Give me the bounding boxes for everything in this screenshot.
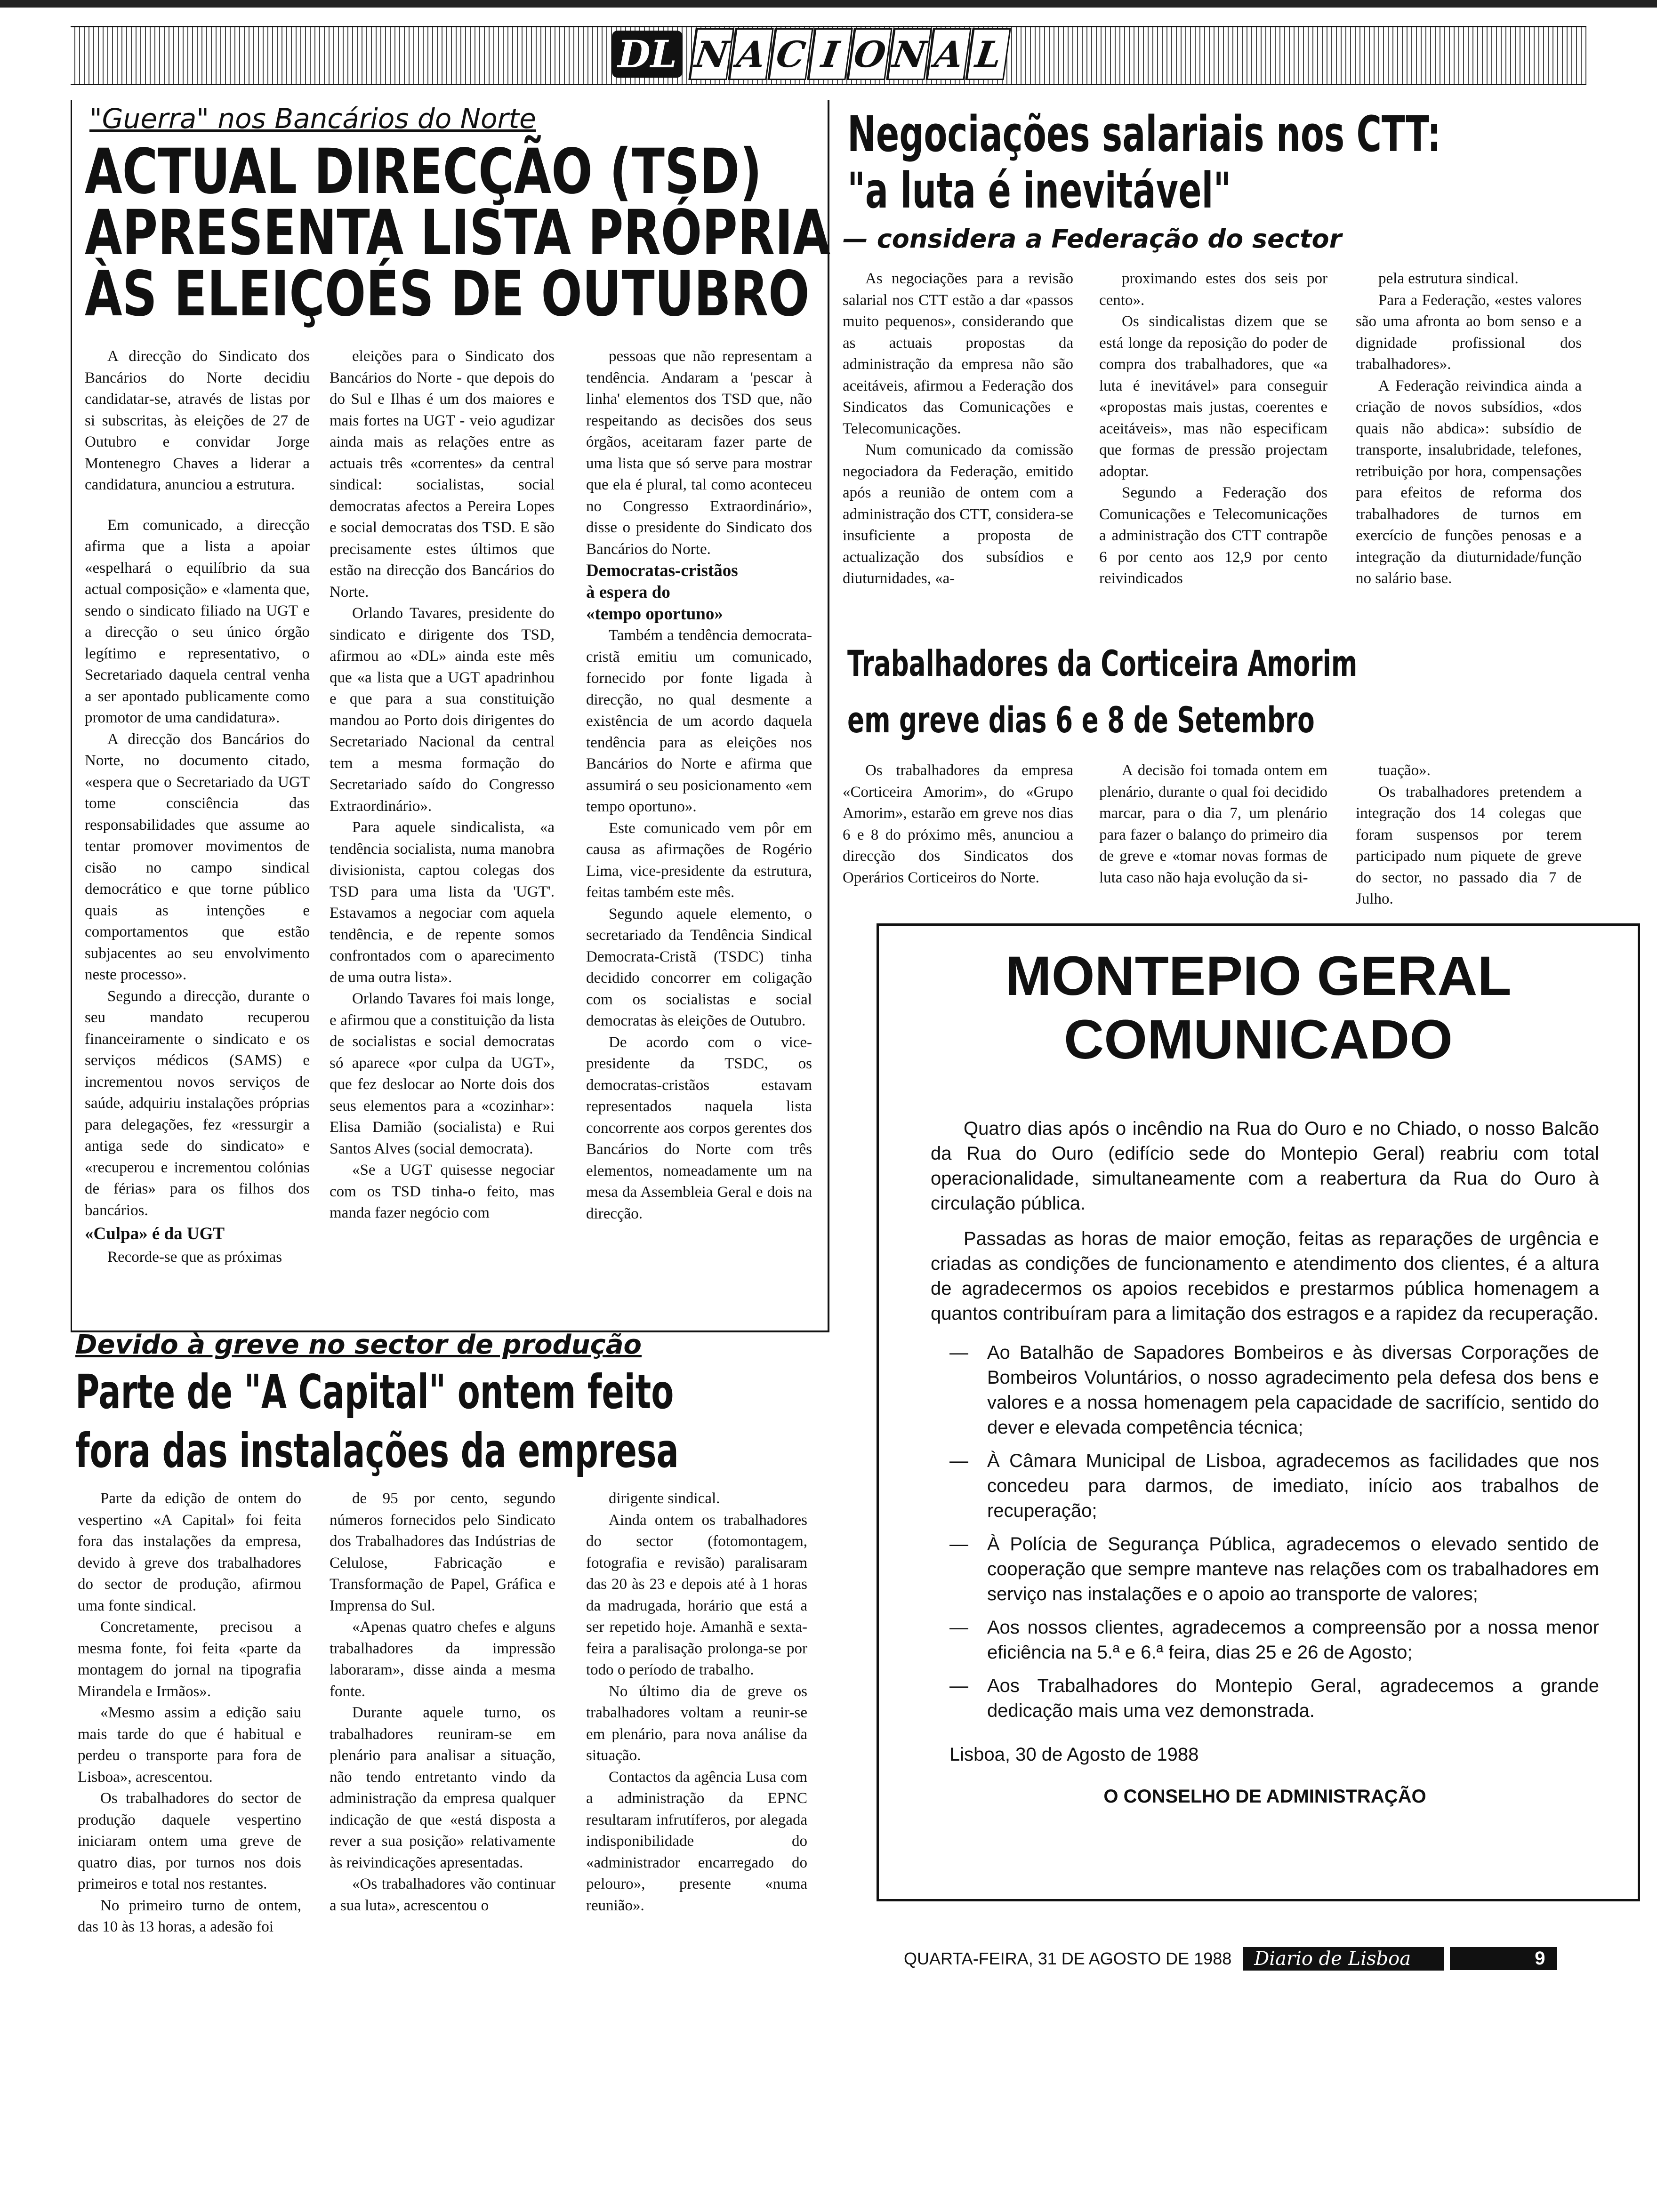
- paragraph: Segundo a direcção, durante o seu mandato recuperou financeiramente o sindicato e os serviços médicos (SAMS) e incrementou novos serviços de saúde, adquiriu instalações próprias para delegações, fez «ressurgir a antiga sede do sindicato» e «recuperou e incrementou colónias de férias» para os filhos dos bancários.: [85, 987, 310, 1219]
- dl-logo: DL: [612, 31, 683, 78]
- paragraph: pela estrutura sindical.: [1378, 270, 1519, 287]
- headline-line: ÀS ELEIÇOÉS DE OUTUBRO: [85, 258, 810, 330]
- paragraph: proximando estes dos seis por cento».: [1099, 270, 1327, 309]
- article-bancarios-col2: [330, 346, 555, 1224]
- dash-bullet: —: [949, 1451, 968, 1471]
- paragraph: Orlando Tavares, presidente do sindicato e dirigente dos TSD, afirmou ao «DL» ainda este mês que «a lista que a UGT apadrinhou e que para a sua constituição mandou ao Porto dois dirigentes do Secretariado Nacional da central tem a mesma formação do Secretariado saído do Congresso Extraordinário».: [330, 605, 555, 815]
- paragraph: Quatro dias após o incêndio na Rua do Ouro e no Chiado, o nosso Balcão da Rua do Ouro (edifício sede do Montepio Geral) reabriu com total operacionalidade, simultaneamente com a reabertura da Rua do Ouro à circulação pública.: [931, 1118, 1599, 1214]
- paragraph: Segundo a Federação dos Comunicações e Telecomunicações a administração dos CTT contrapõe 6 por cento aos 12,9 por cento reivindicados: [1099, 484, 1327, 587]
- section-letter: A: [728, 28, 773, 80]
- article-ctt-headline: [847, 106, 1657, 219]
- paragraph: Os trabalhadores do sector de produção daquele vespertino iniciaram ontem uma greve de quatro dias, por turnos nos dois primeiros e total nos restantes.: [78, 1790, 301, 1892]
- paragraph: Os trabalhadores pretendem a integração dos 14 colegas que foram suspensos por terem participado num piquete de greve do sector, no passado dia 7 de Julho.: [1356, 783, 1582, 907]
- montepio-announcement: [877, 923, 1640, 1901]
- paragraph: A Federação reivindica ainda a criação de novos subsídios, «dos quais não abdica»: subsídio de transporte, insalubridade, telefones, retribuição por hora, compensações para efeitos de reforma dos trabalhadores de turnos em exercício de funções penosas e a integração da diuturnidade/função no salário base.: [1356, 377, 1582, 587]
- list-item-text: À Câmara Municipal de Lisboa, agradecemos as facilidades que nos concedeu para darmos, de imediato, início aos trabalhos de recuperação;: [987, 1451, 1599, 1521]
- article-corticeira-col3: [1356, 760, 1582, 910]
- paragraph: «Os trabalhadores vão continuar a sua luta», acrescentou o: [330, 1875, 555, 1914]
- announcement-title-line: MONTEPIO GERAL: [1005, 945, 1512, 1007]
- paragraph: Orlando Tavares foi mais longe, e afirmou que a constituição da lista de socialistas e social democratas só aparece «por culpa da UGT», que fez deslocar ao Norte dois dos seus elementos para a «cozinhar»: Elisa Damião (socialista) e Rui Santos Alves (social democrata).: [330, 990, 555, 1157]
- headline-line: Trabalhadores da Corticeira Amorim: [847, 642, 1358, 684]
- article-capital-col1: [78, 1488, 301, 1938]
- headline-line: fora das instalações da empresa: [75, 1423, 679, 1478]
- article-capital-kicker: Devido à greve no sector de produção: [75, 1330, 642, 1360]
- top-rule: [0, 0, 1657, 8]
- paragraph: Passadas as horas de maior emoção, feitas as reparações de urgência e criadas as condições de funcionamento e atendimento dos clientes, é a altura de agradecermos os apoios recebidos e prestarmos pública homenagem a quantos contribuíram para a limitação dos estragos e a rapidez da recuperação.: [931, 1228, 1599, 1324]
- announcement-body: [931, 1116, 1599, 1809]
- article-ctt-deck: — considera a Federação do sector: [843, 224, 1342, 254]
- paragraph: A decisão foi tomada ontem em plenário, durante o qual foi decidido marcar, para o dia 7, um plenário para fazer o balanço do primeiro dia de greve e «tomar novas formas de luta caso não haja evolução da si-: [1099, 762, 1327, 886]
- list-item-text: À Polícia de Segurança Pública, agradecemos o elevado sentido de cooperação que sempre manteve nas relações com os trabalhadores em serviço nas instalações e o apoio ao transporte de valores;: [987, 1534, 1599, 1604]
- paragraph: Para aquele sindicalista, «a tendência socialista, numa manobra divisionista, captou colegas dos TSD para uma lista da 'UGT'. Estavamos a negociar com aquela tendência, e de repente somos confrontados com o aparecimento de uma outra lista».: [330, 819, 555, 986]
- list-item: [949, 1340, 1599, 1440]
- headline-line: Negociações salariais nos CTT:: [847, 105, 1441, 163]
- thanks-list: [931, 1340, 1599, 1723]
- section-letter: L: [965, 28, 1011, 80]
- paragraph: Os trabalhadores da empresa «Corticeira Amorim», do «Grupo Amorim», estarão em greve nos dias 6 e 8 do próximo mês, anunciou a direcção dos Sindicatos dos Operários Corticeiros do Norte.: [843, 762, 1073, 886]
- section-letter: I: [807, 28, 853, 80]
- section-letter: A: [925, 28, 971, 80]
- paragraph: Parte da edição de ontem do vespertino «A Capital» foi feita fora das instalações da empresa, devido à greve dos trabalhadores do sector de produção, afirmou uma fonte sindical.: [78, 1490, 301, 1614]
- paragraph: «Apenas quatro chefes e alguns trabalhadores da impressão laboraram», disse ainda a mesma fonte.: [330, 1619, 555, 1700]
- announcement-date: Lisboa, 30 de Agosto de 1988: [949, 1744, 1199, 1765]
- paragraph: pessoas que não representam a tendência. Andaram a 'pescar à linha' elementos dos TSD que, não respeitando as decisões dos seus órgãos, aceitaram fazer parte de uma lista que só serve para mostrar que ela é plural, tal como aconteceu no Congresso Extraordinário», disse o presidente do Sindicato dos Bancários do Norte.: [586, 348, 812, 558]
- section-letter: N: [886, 28, 932, 80]
- paragraph: Também a tendência democrata-cristã emitiu um comunicado, fornecido por fonte ligada à direcção, no qual desmente a existência de um acordo daquela tendência para as eleições nos Bancários do Norte e afirma que assumirá o seu posicionamento «em tempo oportuno».: [586, 627, 812, 815]
- paragraph: Os sindicalistas dizem que se está longe da reposição do poder de compra dos trabalhadores, que «a luta é inevitável» para conseguir «propostas mais justas, coerentes e aceitáveis», mas não especificam que formas de pressão projectam adoptar.: [1099, 313, 1327, 480]
- announcement-title-line: COMUNICADO: [1064, 1009, 1453, 1071]
- article-capital-headline: [75, 1362, 937, 1480]
- paragraph: dirigente sindical.: [609, 1490, 720, 1507]
- subheading: à espera do: [586, 583, 670, 602]
- paragraph: Concretamente, precisou a mesma fonte, foi feita «parte da montagem do jornal na tipografia Mirandela e Irmãos».: [78, 1619, 301, 1700]
- paragraph: Recorde-se que as próximas: [107, 1249, 282, 1266]
- paragraph: Em comunicado, a direcção afirma que a lista a apoiar «espelhará o equilíbrio da sua actual composição» e «lamenta que, sendo o sindicato filiado na UGT e a direcção o seu único órgão legítimo e representativo, o Secretariado daquela central venha a ser apontado publicamente como promotor de uma candidatura».: [85, 516, 310, 726]
- paragraph: No primeiro turno de ontem, das 10 às 13 horas, a adesão foi: [78, 1897, 301, 1935]
- paragraph: As negociações para a revisão salarial nos CTT estão a dar «passos muito pequenos», considerando que as actuais propostas da administração da empresa não são aceitáveis, afirmou a Federação dos Sindicatos das Comunicações e Telecomunicações.: [843, 270, 1073, 437]
- headline-line: em greve dias 6 e 8 de Setembro: [847, 699, 1315, 741]
- paragraph: «Se a UGT quisesse negociar com os TSD tinha-o feito, mas manda fazer negócio com: [330, 1162, 555, 1221]
- section-letter: O: [846, 28, 892, 80]
- headline-line: Parte de "A Capital" ontem feito: [75, 1364, 674, 1419]
- section-letter: N: [688, 28, 734, 80]
- paragraph: Durante aquele turno, os trabalhadores reuniram-se em plenário para analisar a situação, não tendo entretanto vindo da administração da empresa qualquer indicação de que «está disposta a rever a sua posição» relativamente às reivindicações apresentadas.: [330, 1704, 555, 1871]
- footer-date: QUARTA-FEIRA, 31 DE AGOSTO DE 1988: [904, 1948, 1232, 1968]
- page-number: 9: [1450, 1947, 1557, 1970]
- paragraph: «Mesmo assim a edição saiu mais tarde do que é habitual e perdeu o transporte para fora de Lisboa», acrescentou.: [78, 1704, 301, 1786]
- footer-masthead: Diario de Lisboa: [1243, 1947, 1444, 1971]
- list-item-text: Aos Trabalhadores do Montepio Geral, agradecemos a grande dedicação mais uma vez demonstrada.: [987, 1675, 1599, 1721]
- paragraph: Segundo aquele elemento, o secretariado da Tendência Sindical Democrata-Cristã (TSDC) tinha decidido concorrer em coligação com os socialistas e social democratas às eleições de Outubro.: [586, 905, 812, 1029]
- article-corticeira-col1: [843, 760, 1073, 889]
- paragraph: No último dia de greve os trabalhadores voltam a reunir-se em plenário, para nova análise da situação.: [586, 1683, 807, 1764]
- paragraph: tuação».: [1378, 762, 1431, 779]
- footer: [904, 1946, 1557, 1972]
- paragraph: A direcção do Sindicato dos Bancários do Norte decidiu candidatar-se, através de listas por si subscritas, às eleições de 27 de Outubro e convidar Jorge Montenegro Chaves a liderar a candidatura, anunciou a estrutura.: [85, 348, 310, 493]
- article-ctt-col1: [843, 268, 1073, 590]
- article-corticeira-headline: [847, 635, 1576, 748]
- paragraph: A direcção dos Bancários do Norte, no documento citado, «espera que o Secretariado da UGT tome consciência das responsabilidades que assume ao tentar promover movimentos de cisão no campo sindical democrático e que torne público quais as intenções e comportamentos que estão subjacentes ao seu envolvimento neste processo».: [85, 730, 310, 983]
- section-letter: C: [767, 28, 813, 80]
- paragraph: De acordo com o vice-presidente da TSDC, os democratas-cristãos estavam representados naquela lista concorrente aos corpos gerentes dos Bancários do Norte com três elementos, nomeadamente um na mesa da Assembleia Geral e dois na direcção.: [586, 1034, 812, 1222]
- article-capital-col3: [586, 1488, 807, 1916]
- paragraph: de 95 por cento, segundo números fornecidos pelo Sindicato dos Trabalhadores das Indústrias de Celulose, Fabricação e Transformação de Papel, Gráfica e Imprensa do Sul.: [330, 1490, 555, 1614]
- announcement-title: [879, 945, 1638, 1072]
- list-item: [949, 1615, 1599, 1665]
- dash-bullet: —: [949, 1342, 968, 1363]
- paragraph: Para a Federação, «estes valores são uma afronta ao bom senso e a dignidade profissional dos trabalhadores».: [1356, 291, 1582, 373]
- subheading: «Culpa» é da UGT: [85, 1224, 225, 1243]
- article-bancarios-col3: [586, 346, 812, 1225]
- paragraph: eleições para o Sindicato dos Bancários do Norte - que depois do do Sul e Ilhas é um dos maiores e mais fortes na UGT - veio agudizar ainda mais as relações entre as actuais três «correntes» da central sindical: socialistas, social democratas afectos a Pereira Lopes e social democratas dos TSD. E são precisamente estes últimos que estão na direcção dos Bancários do Norte.: [330, 348, 555, 601]
- list-item-text: Aos nossos clientes, agradecemos a compreensão por a nossa menor eficiência na 5.ª e 6.ª feira, dias 25 e 26 de Agosto;: [987, 1617, 1599, 1663]
- article-ctt-col3: [1356, 268, 1582, 590]
- paragraph: Contactos da agência Lusa com a administração da EPNC resultaram infrutíferos, por alegada indisponibilidade do «administrador encarregado do pelouro», presente «numa reunião».: [586, 1768, 807, 1914]
- list-item: [949, 1674, 1599, 1723]
- dash-bullet: —: [949, 1675, 968, 1696]
- section-title-letters: [692, 28, 1008, 80]
- section-header: [612, 28, 1008, 80]
- list-item-text: Ao Batalhão de Sapadores Bombeiros e às diversas Corporações de Bombeiros Voluntários, o nosso agradecimento pela defesa dos bens e valores e a nossa homenagem pela capacidade de sacrifício, sentido do dever e elevada competência técnica;: [987, 1342, 1599, 1438]
- article-capital-col2: [330, 1488, 555, 1916]
- paragraph: Ainda ontem os trabalhadores do sector (fotomontagem, fotografia e revisão) paralisaram das 20 às 23 e depois até à 1 horas da madrugada, horário que está a ser repetido hoje. Amanhã e sexta-feira a paralisação prolonga-se por todo o período de trabalho.: [586, 1511, 807, 1678]
- list-item: [949, 1449, 1599, 1523]
- article-bancarios-kicker: "Guerra" nos Bancários do Norte: [89, 103, 536, 135]
- dash-bullet: —: [949, 1534, 968, 1555]
- paragraph: Num comunicado da comissão negociadora da Federação, emitido após a reunião de ontem com a administração dos CTT, considera-se insuficiente a proposta de actualização dos subsídios e diuturnidades, «a-: [843, 441, 1073, 587]
- article-bancarios-col1: [85, 346, 310, 1268]
- subheading: «tempo oportuno»: [586, 604, 723, 624]
- headline-line: ACTUAL DIRECÇÃO (TSD): [85, 136, 762, 208]
- paragraph: Este comunicado vem pôr em causa as afirmações de Rogério Lima, vice-presidente da estrutura, feitas também este mês.: [586, 819, 812, 901]
- article-ctt-col2: [1099, 268, 1327, 590]
- article-corticeira-col2: [1099, 760, 1327, 889]
- subheading: Democratas-cristãos: [586, 561, 738, 580]
- list-item: [949, 1532, 1599, 1607]
- headline-line: "a luta é inevitável": [847, 162, 1231, 219]
- announcement-signature: O CONSELHO DE ADMINISTRAÇÃO: [1103, 1786, 1426, 1807]
- headline-line: APRESENTA LISTA PRÓPRIA: [85, 197, 831, 269]
- dash-bullet: —: [949, 1617, 968, 1638]
